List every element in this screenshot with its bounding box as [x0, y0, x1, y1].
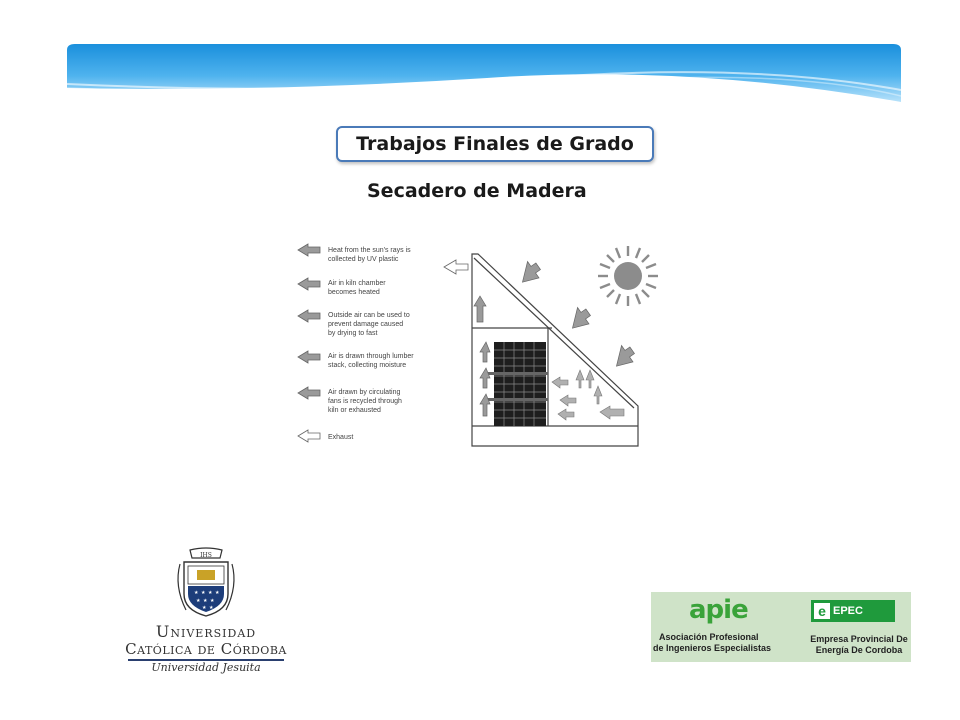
legend-item-1-line1: Heat from the sun's rays is — [328, 247, 411, 254]
circulation-arrows — [474, 296, 490, 416]
filled-arrow-icon — [298, 351, 320, 363]
legend-item-3-line3: by drying to fast — [328, 330, 378, 337]
partner-logos-panel — [651, 592, 911, 662]
filled-arrow-icon — [298, 244, 320, 256]
epec-name-line1: Empresa Provincial De — [810, 634, 908, 644]
legend-item-5-line3: kiln or exhausted — [328, 407, 381, 414]
legend-item-3-line1: Outside air can be used to — [328, 312, 410, 319]
svg-text:★: ★ — [209, 605, 214, 611]
ucc-name-line2: Católica de Córdoba — [125, 640, 287, 658]
apie-name-line1: Asociación Profesional — [659, 632, 759, 642]
legend-item-2-line2: becomes heated — [328, 289, 380, 296]
svg-text:★: ★ — [201, 590, 206, 596]
outline-arrow-icon — [298, 430, 320, 442]
solar-kiln-diagram — [290, 236, 670, 458]
svg-text:★: ★ — [208, 590, 213, 596]
slide-title: Trabajos Finales de Grado — [336, 126, 654, 162]
legend-item-4-line1: Air is drawn through lumber — [328, 353, 414, 360]
legend-item-5-line2: fans is recycled through — [328, 398, 402, 405]
svg-text:★: ★ — [196, 598, 201, 604]
legend-item-2-line1: Air in kiln chamber — [328, 280, 386, 287]
epec-logo-mark — [811, 600, 895, 622]
exhaust-arrow-icon — [444, 260, 468, 274]
svg-text:★: ★ — [215, 590, 220, 596]
legend-item-1-line2: collected by UV plastic — [328, 256, 399, 263]
apie-logo-mark: apie — [689, 595, 748, 625]
legend-item-3-line2: prevent damage caused — [328, 321, 404, 328]
apie-name-line2: de Ingenieros Especialistas — [653, 643, 772, 653]
legend-item-6-line1: Exhaust — [328, 434, 354, 441]
ucc-name-line1: Universidad — [155, 622, 257, 641]
svg-text:★: ★ — [202, 605, 207, 611]
header-wave-band — [67, 44, 901, 102]
slide-subtitle: Secadero de Madera — [367, 180, 587, 202]
heated-air-arrows — [552, 370, 624, 420]
filled-arrow-icon — [298, 278, 320, 290]
filled-arrow-icon — [298, 310, 320, 322]
epec-e-icon: e — [814, 603, 830, 619]
ucc-crest-icon — [124, 546, 288, 622]
legend-item-4-line2: stack, collecting moisture — [328, 362, 407, 369]
sun-icon — [598, 246, 658, 306]
lumber-stack — [488, 342, 548, 426]
epec-logo-text: EPEC — [833, 605, 863, 617]
ucc-logo — [124, 546, 288, 676]
svg-text:★: ★ — [194, 590, 199, 596]
svg-text:IHS: IHS — [200, 552, 212, 559]
legend-text — [328, 247, 414, 441]
filled-arrow-icon — [298, 387, 320, 399]
legend-icons — [298, 244, 320, 442]
svg-text:★: ★ — [210, 598, 215, 604]
ucc-tagline: Universidad Jesuita — [151, 661, 261, 674]
legend-item-5-line1: Air drawn by circulating — [328, 389, 401, 396]
svg-text:★: ★ — [203, 598, 208, 604]
epec-name-line2: Energía De Cordoba — [815, 645, 903, 655]
